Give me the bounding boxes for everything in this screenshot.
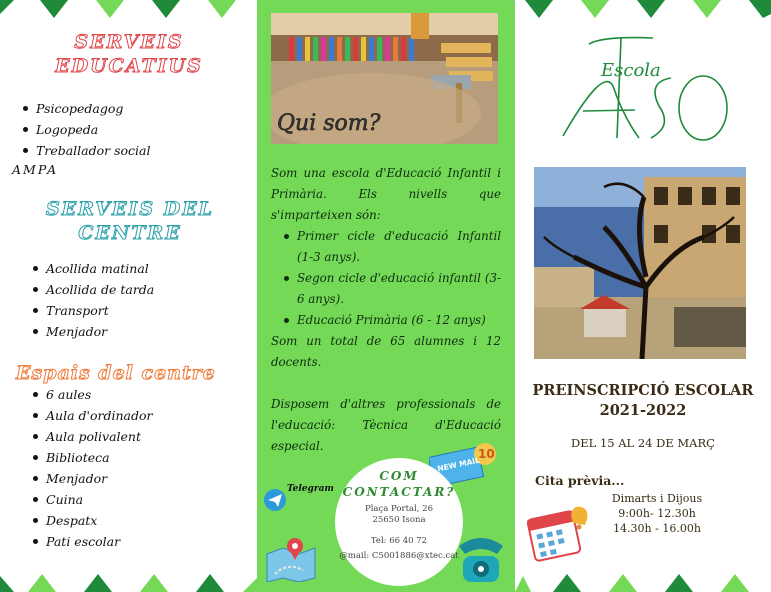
list-item: Treballador social	[36, 140, 150, 161]
school-building-photo	[534, 167, 746, 359]
address-line2: 25650 Isona	[372, 515, 426, 525]
list-item: Aula polivalent	[46, 426, 152, 447]
preinscription-title-line2: 2021-2022	[599, 402, 687, 419]
list-item: Transport	[46, 300, 154, 321]
telegram-label: Telegram	[287, 484, 334, 494]
list-item: Psicopedagog	[36, 98, 150, 119]
preinscription-title	[515, 381, 771, 421]
list-item: Biblioteca	[46, 447, 152, 468]
list-item: Logopeda	[36, 119, 150, 140]
total-text: Som un total de 65 alumnes i 12 docents.	[271, 334, 501, 369]
list-item: Acollida de tarda	[46, 279, 154, 300]
calendar-bell-icon	[527, 505, 591, 569]
contact-circle	[335, 458, 463, 586]
ampa-label: AMPA	[12, 162, 59, 177]
list-item: Primer cicle d'educació Infantil (1-3 anys).	[297, 226, 501, 268]
middle-panel	[257, 0, 515, 592]
who-are-we-caption: Qui som?	[277, 111, 381, 136]
educational-services-title: SERVEIS EDUCATIUS	[55, 31, 203, 77]
list-item: 6 aules	[46, 384, 152, 405]
map-icon	[263, 534, 319, 586]
schedule-hours-morning: 9:00h- 12.30h	[618, 507, 696, 520]
schedule-hours-afternoon: 14.30h - 16.00h	[613, 522, 701, 535]
preinscription-title-line1: PREINSCRIPCIÓ ESCOLAR	[532, 382, 754, 399]
schedule-days: Dimarts i Dijous	[611, 492, 703, 505]
appointment-label: Cita prèvia...	[535, 473, 625, 488]
phone-number: Tel: 66 40 72	[370, 536, 428, 546]
right-panel	[515, 0, 771, 592]
educational-services-list	[14, 98, 150, 161]
professionals-text: Disposem d'altres professionals de l'educació: Tècnica d'Educació especial.	[271, 397, 501, 453]
center-services-list	[24, 258, 154, 342]
list-item: Menjador	[46, 468, 152, 489]
list-item: Cuina	[46, 489, 152, 510]
spaces-list	[24, 384, 152, 552]
about-text	[271, 163, 501, 457]
list-item: Acollida matinal	[46, 258, 154, 279]
left-panel	[0, 0, 257, 592]
center-services-title: SERVEIS DEL CENTRE	[45, 198, 215, 244]
intro-text: Som una escola d'Educació Infantil i Primària. Els nivells que s'imparteixen són:	[271, 166, 501, 222]
list-item: Pati escolar	[46, 531, 152, 552]
logo-small-text: Escola	[601, 60, 661, 81]
contact-title-line1: COM	[379, 469, 419, 483]
levels-list	[271, 226, 501, 331]
registration-dates: DEL 15 AL 24 DE MARÇ	[571, 436, 715, 450]
telegram-icon	[261, 478, 334, 514]
spaces-title: Espais del centre	[16, 362, 216, 384]
mail-count-badge: 10	[478, 447, 495, 461]
list-item: Aula d'ordinador	[46, 405, 152, 426]
list-item: Educació Primària (6 - 12 anys)	[297, 310, 501, 331]
address-line1: Plaça Portal, 26	[364, 504, 433, 514]
school-logo	[543, 26, 743, 156]
top-triangle-border	[515, 0, 771, 20]
contact-title-line2: CONTACTAR?	[342, 485, 456, 499]
list-item: Menjador	[46, 321, 154, 342]
bottom-triangle-border	[515, 572, 771, 592]
playground-photo	[271, 13, 498, 144]
new-mail-label: NEW MAIL	[436, 455, 481, 474]
list-item: Despatx	[46, 510, 152, 531]
schedule	[597, 491, 717, 536]
email-address: @mail: C5001886@xtec.cat	[339, 551, 459, 561]
list-item: Segon cicle d'educació infantil (3-6 anys).	[297, 268, 501, 310]
